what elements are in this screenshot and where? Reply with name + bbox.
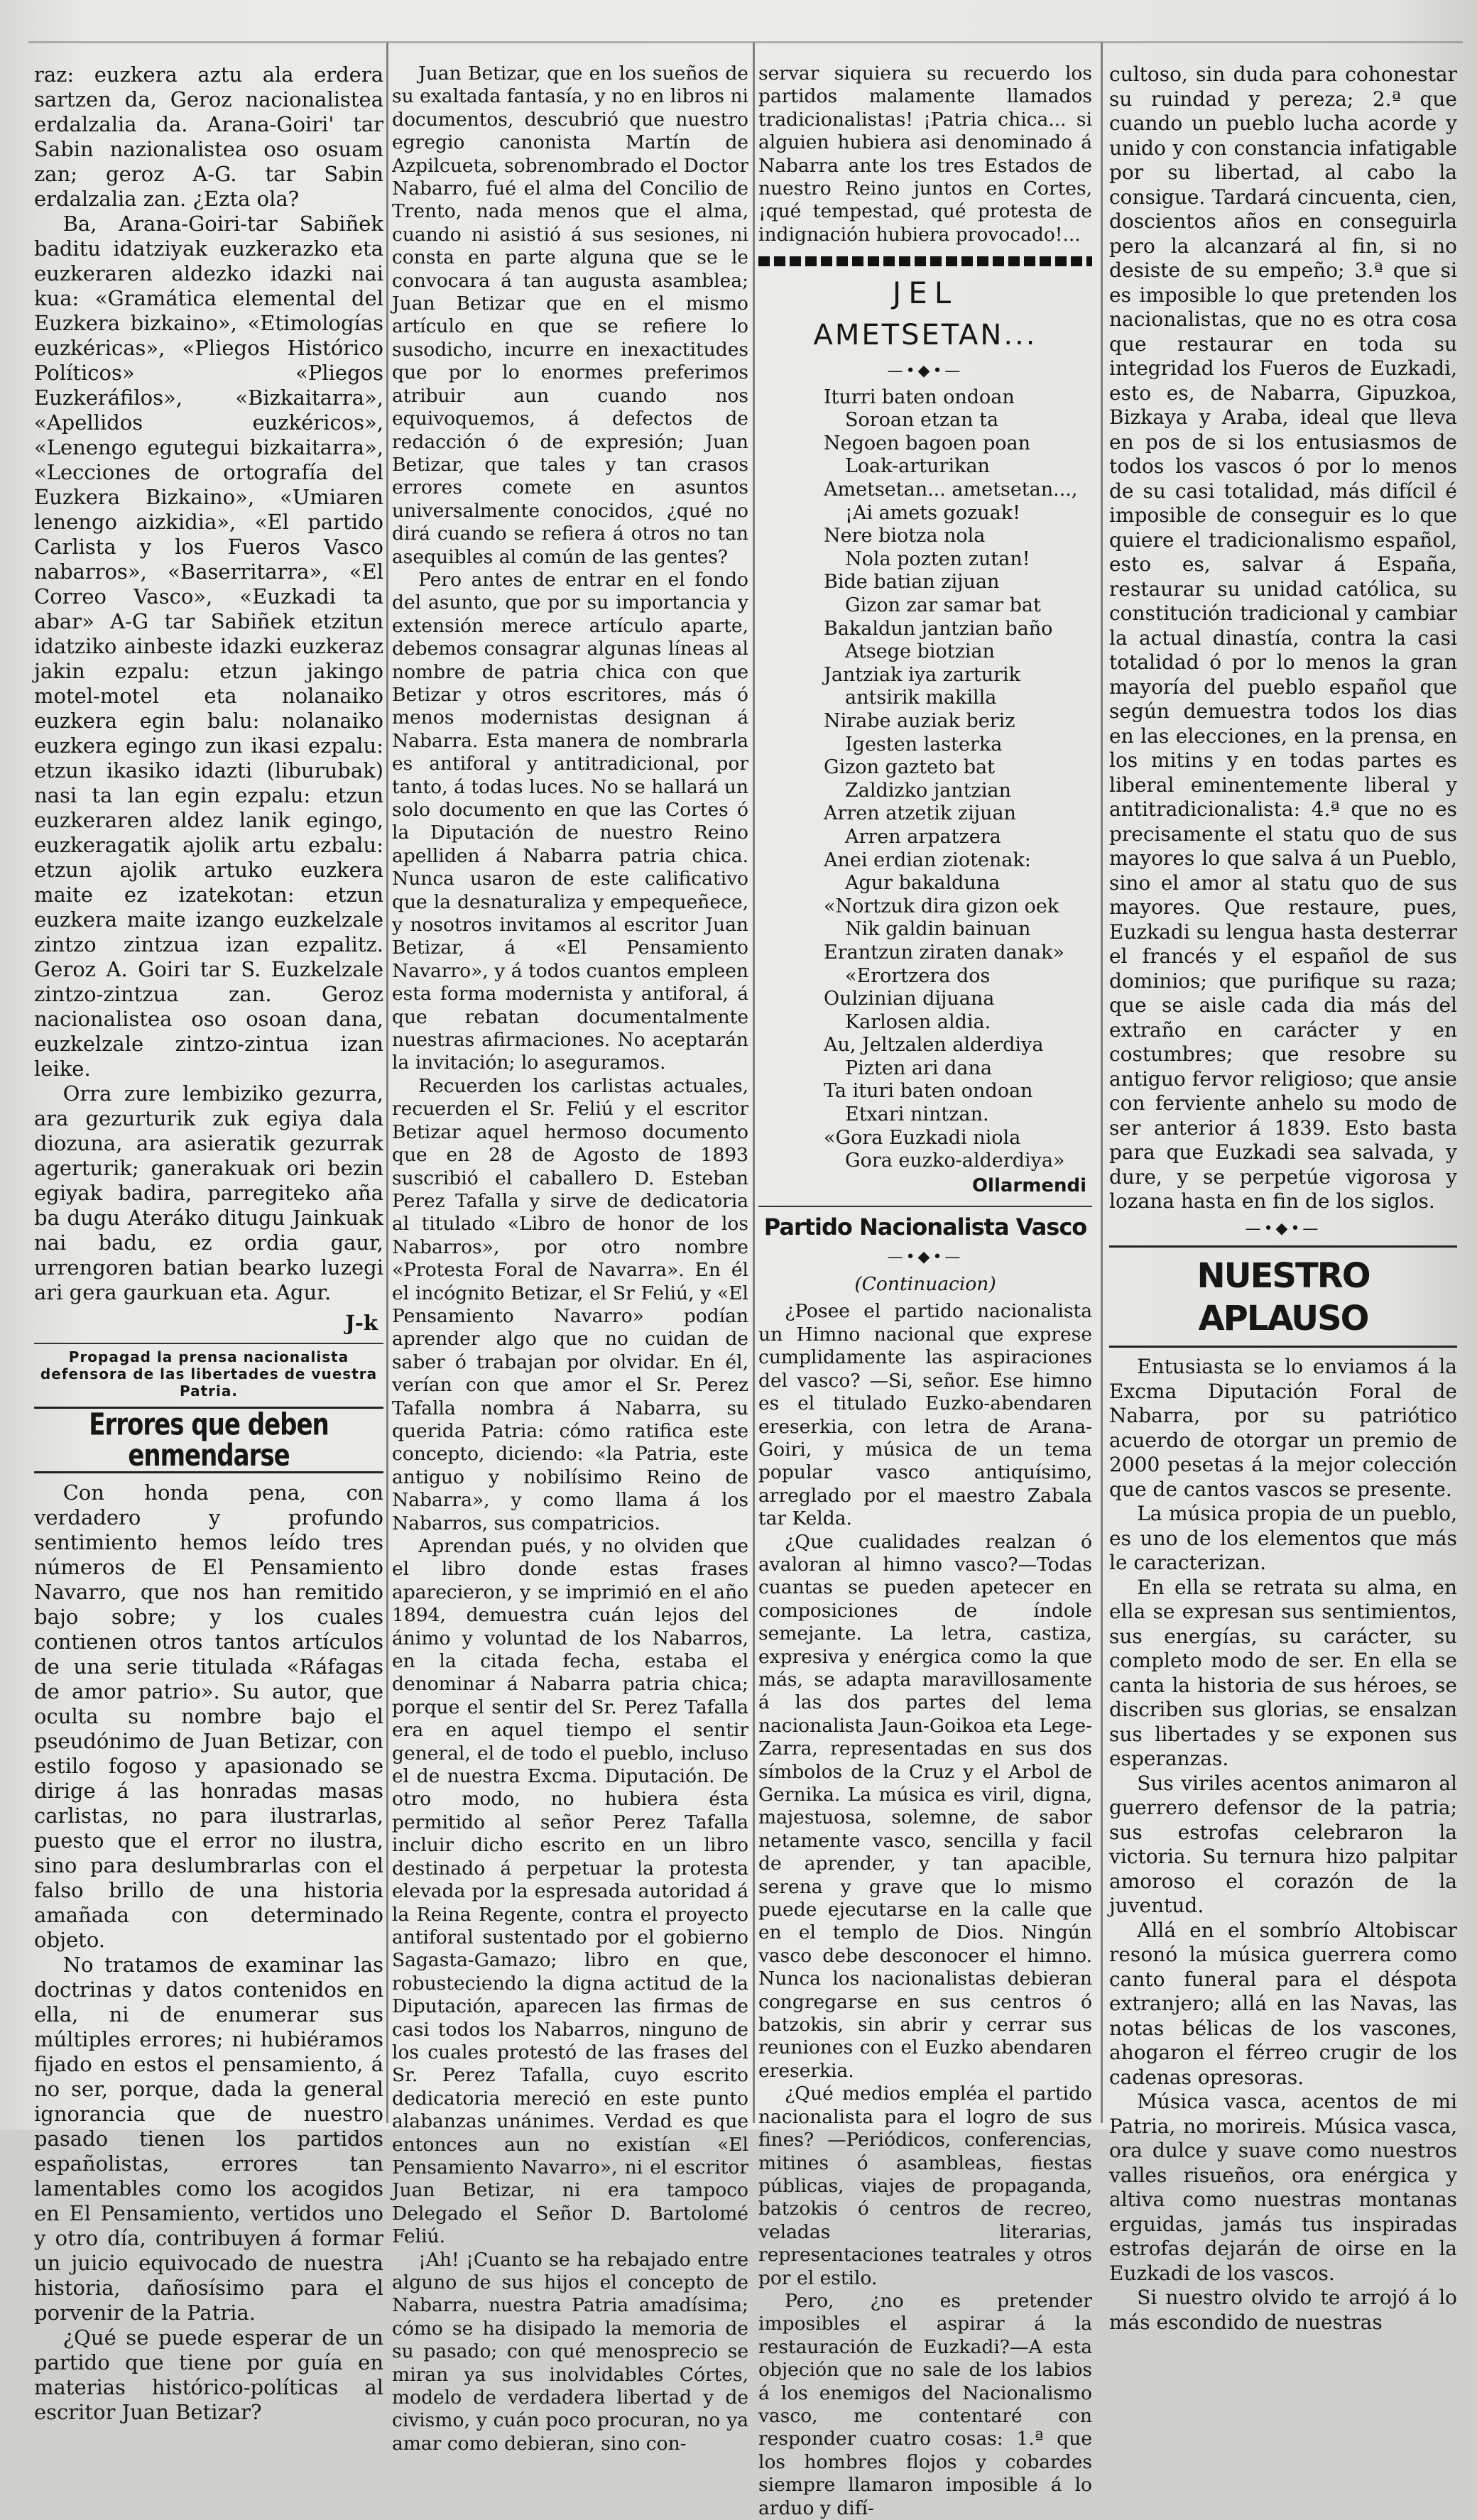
subheading: (Continuacion) — [854, 1273, 996, 1296]
article-paragraph: ¿Que cualidades realzan ó avaloran al himno vasco?—Todas cuantas se pueden apetecer en composiciones de índole semejante. La letra, castiza, expresiva y enérgica como la que más, se adapta maravillosamente á las dos partes del lema nacionalista Jaun-Goikoa eta Lege-Zarra, representadas en sus dos símbolos de la Cruz y el Arbol de Gernika. La música es viril, digna, majestuosa, solemne, de sabor netamente vasco, sencilla y facil de aprender, y tan apacible, serena y grave que lo mismo puede ejecutarse en la calle que en el templo de Dios. Ningún vasco debe desconocer el himno. Nunca los nacionalistas debieran congregarse en sus centros ó batzokis, sin abrir y cerrar sus reuniones con el Euzko abendaren ereserkia. — [758, 1530, 1092, 2082]
heading-partido: Partido Nacionalista Vasco — [763, 1213, 1087, 1241]
signature: J-k — [345, 1311, 378, 1335]
poem-line: Bakaldun jantzian baño — [824, 617, 1053, 640]
article-paragraph: ¡Ah! ¡Cuanto se ha rebajado entre alguno de sus hijos el concepto de Nabarra, nuestra Patria amadísima; cómo se ha disipado la memoria de su pasado; con qué menosprecio se miran ya sus inolvidables Córtes, modelo de verdadera libertad y de civismo, y cuán poco procuran, no ya amar como debieran, sino con- — [392, 2248, 748, 2455]
poem-line: Negoen bagoen poan — [824, 432, 1030, 454]
article-paragraph: Si nuestro olvido te arrojó á lo más escondido de nuestras — [1109, 2286, 1457, 2334]
column-rule — [1101, 43, 1103, 2123]
poem-line: «Erortzera dos — [845, 964, 991, 987]
poem-line: Ametsetan... ametsetan..., — [824, 479, 1078, 501]
poem-line: Erantzun ziraten danak» — [824, 941, 1064, 964]
poem-signature: Ollarmendi — [971, 1174, 1086, 1196]
article-paragraph: servar siquiera su recuerdo los partidos malamente llamados tradicionalistas! ¡Patria chica... si alguien hubiera asi denominado á Nabarra ante los tres Estados de nuestro Reino juntos en Cortes, ¡qué tempestad, qué protesta de indignación hubiera provocado!... — [758, 62, 1092, 246]
poem-line: Arren atzetik zijuan — [824, 802, 1016, 825]
divider — [758, 1206, 1092, 1207]
article-paragraph: Recuerden los carlistas actuales, recuerden el Sr. Feliú y el escritor Betizar aquel hermoso documento que en 28 de Agosto de 1893 suscribió el caballero D. Esteban Perez Tafalla y sirve de dedicatoria al titulado «Libro de honor de los Nabarros», por otro nombre «Protesta Foral de Navarra». En él el incógnito Betizar, el Sr Feliú, y «El Pensamiento Navarro» podían aprender algo que no cuidan de saber ó trabajan por olvidar. En él, verían con que amor el Sr. Perez Tafalla nombra á Nabarra, su querida Patria: cómo ratifica este concepto, diciendo: «la Patria, este antiguo y nobilísimo Reino de Nabarra», y como llama á los Nabarros, sus compatricios. — [392, 1074, 748, 1534]
poem-line: Gizon zar samar bat — [845, 594, 1041, 616]
top-rule — [28, 41, 1463, 43]
promo-notice: Propagad la prensa nacionalista defensora de las libertades de vuestra Patria. — [34, 1343, 383, 1400]
poem-line: Etxari nintzan. — [845, 1103, 989, 1126]
article-paragraph: Sus viriles acentos animaron al guerrero defensor de la patria; sus estrofas celebraron la victoria. Su ternura hizo palpitar amoroso el corazón de la juventud. — [1109, 1771, 1457, 1917]
poem-line: Agur bakalduna — [845, 872, 1001, 895]
article-paragraph: ¿Qué se puede esperar de un partido que tiene por guía en materias histórico-políticas al escritor Juan Betizar? — [34, 2325, 383, 2424]
poem-line: Gizon gazteto bat — [824, 756, 996, 779]
poem-line: Ta ituri baten ondoan — [824, 1080, 1033, 1103]
poem-title: AMETSETAN... — [813, 319, 1037, 352]
article-paragraph: La música propia de un pueblo, es uno de los elementos que más le caracterizan. — [1109, 1502, 1457, 1574]
poem-line: Bide batian zijuan — [824, 571, 1000, 594]
poem-line: «Gora Euzkadi niola — [824, 1126, 1021, 1149]
poem-line: Atsege biotzian — [845, 640, 995, 663]
poem-line: Oulzinian dijuana — [824, 988, 995, 1010]
poem-line: Soroan etzan ta — [845, 409, 999, 432]
article-paragraph: ¿Posee el partido nacionalista un Himno nacional que exprese cumplidamente las aspiraciones del vasco? —Si, señor. Ese himno es el titulado Euzko-abendaren ereserkia, con letra de Arana-Goiri, y música de un tema popular vasco antiquísimo, arreglado por el maestro Zabala tar Kelda. — [758, 1300, 1092, 1530]
column-3 — [758, 62, 1092, 2519]
article-paragraph: Pero antes de entrar en el fondo del asunto, que por su importancia y extensión merece artículo aparte, debemos consagrar algunas líneas al nombre de patria chica con que Betizar y otros escritores, más ó menos modernistas designan á Nabarra. Esta manera de nombrarla es antiforal y antitradicional, por tanto, á todas luces. No se hallará un solo documento en que las Cortes ó la Diputación de nuestro Reino apelliden á Nabarra patria chica. Nunca usaron de este calificativo que la desnaturaliza y empequeñece, y nosotros invitamos al escritor Juan Betizar, á «El Pensamiento Navarro», y á todos cuantos empleen esta forma modernista y antiforal, á que rebatan documentalmente nuestras afirmaciones. No aceptarán la invitación; lo aseguramos. — [392, 568, 748, 1074]
basque-text-paragraph: raz: euzkera aztu ala erdera sartzen da, Geroz nacionalistea erdalzalia da. Arana-Goiri' tar Sabin nazionalistea oso osuam zan; geroz A-G. tar Sabin erdalzalia zan. ¿Ezta ola? — [34, 62, 383, 211]
heading-errores: Errores que deben enmendarse — [89, 1407, 329, 1474]
article-paragraph: Pero, ¿no es pretender imposibles el aspirar á la restauración de Euzkadi?—A esta objeción que no sale de los labios á los enemigos del Nacionalismo vasco, me contentaré con responder cuatro cosas: 1.ª que los hombres flojos y cobardes siempre llamaron imposible á lo arduo y difí- — [758, 2289, 1092, 2519]
dingbat-ornament: —•◆•— — [887, 1248, 964, 1266]
poem-line: Au, Jeltzalen alderdiya — [824, 1034, 1044, 1057]
article-paragraph: Con honda pena, con verdadero y profundo sentimiento hemos leído tres números de El Pensamiento Navarro, que nos han remitido bajo sobre; y los cuales contienen otros tantos artículos de una serie titulada «Ráfagas de amor patrio». Su autor, que oculta su nombre bajo el pseudónimo de Juan Betizar, con estilo fogoso y apasionado se dirige á las honradas masas carlistas, no para ilustrarlas, puesto que el error no ilustra, sino para deslumbrarlas con el falso brillo de una historia amañada con determinado objeto. — [34, 1480, 383, 1952]
article-paragraph: ¿Qué medios empléa el partido nacionalista para el logro de sus fines? —Periódicos, conferencias, mitines ó asambleas, fiestas públicas, viajes de propaganda, batzokis ó centros de recreo, veladas literarias, representaciones teatrales y otros por el estilo. — [758, 2083, 1092, 2289]
article-heading — [1109, 1245, 1457, 1348]
article-paragraph: Juan Betizar, que en los sueños de su exaltada fantasía, y no en libros ni documentos, descubrió que nuestro egregio canonista Martín de Azpilcueta, sobrenombrado el Doctor Nabarro, fué el alma del Concilio de Trento, nada menos que el alma, cuando ni asistió á sus sesiones, ni consta en parte alguna que se le convocara á tan augusta asamblea; Juan Betizar que en el mismo artículo en que se refiere lo susodicho, incurre en inexactitudes que por lo enormes preferimos atribuir aun cuando nos equivoquemos, á defectos de redacción ó de expresión; Juan Betizar, que tales y tan crasos errores comete en asuntos universalmente conocidos, ¿qué no dirá cuando se refiera á otros no tan asequibles al común de las gentes? — [392, 62, 748, 568]
poem-line: Pizten ari dana — [845, 1057, 992, 1079]
column-2 — [392, 62, 748, 2455]
poem-line: Arren arpatzera — [845, 825, 1001, 848]
poem-line: Zaldizko jantzian — [845, 779, 1011, 802]
dingbat-ornament: —•◆•— — [1245, 1219, 1321, 1238]
column-4 — [1109, 62, 1457, 2334]
poem-line: Gora euzko-alderdiya» — [845, 1150, 1065, 1172]
article-heading — [34, 1407, 383, 1473]
column-rule — [386, 43, 388, 2123]
article-paragraph: No tratamos de examinar las doctrinas y datos contenidos en ella, ni de enumerar sus múltiples errores; ni hubiéramos fijado en estos el pensamiento, á no ser, porque, dada la general ignorancia que de nuestro pasado tienen los partidos españolistas, errores tan lamentables como los acogidos en El Pensamiento, vertidos uno y otro día, contribuyen á formar un juicio equivocado de nuestra historia, dañosísimo para el porvenir de la Patria. — [34, 1953, 383, 2325]
poem-line: ¡Ai amets gozuak! — [845, 501, 1020, 524]
heading-aplauso: NUESTRO APLAUSO — [1197, 1256, 1370, 1338]
basque-text-paragraph: Orra zure lembiziko gezurra, ara gezurturik zuk egiya dala diozuna, ara asieratik gezurrak agerturik; ganerakuak ori bezin egiyak badira, parregiteko aña ba dugu Ateráko ditugu Jainkuak nai badu, ez ordia gaur, urrengoren batian bearko luzegi ari gera gaurkuan eta. Agur. — [34, 1081, 383, 1304]
poem-line: Nik galdin bainuan — [845, 918, 1031, 941]
poem-line: Nirabe auziak beriz — [824, 709, 1015, 732]
poem-line: Nere biotza nola — [824, 525, 986, 547]
article-paragraph: Entusiasta se lo enviamos á la Excma Diputación Foral de Nabarra, por su patriótico acuerdo de otorgar un premio de 2000 pesetas á la mejor colección que de cantos vascos se presente. — [1109, 1355, 1457, 1501]
poem-line: Loak-arturikan — [845, 455, 990, 478]
dingbat-ornament: —•◆•— — [887, 362, 964, 381]
article-paragraph: Allá en el sombrío Altobiscar resonó la música guerrera como canto funeral para el déspota extranjero; allá en las Navas, las notas bélicas de los vascones, ahogaron el férreo crugir de los cadenas opresoras. — [1109, 1918, 1457, 2089]
poem-line: Anei erdian ziotenak: — [824, 849, 1031, 871]
article-paragraph: En ella se retrata su alma, en ella se expresan sus sentimientos, sus energías, su carácter, su completo modo de ser. En ella se canta la historia de sus héroes, se discriben sus glorias, se ensalzan sus libertades y se exponen sus esperanzas. — [1109, 1575, 1457, 1770]
article-paragraph: cultoso, sin duda para cohonestar su ruindad y pereza; 2.ª que cuando un pueblo lucha acorde y unido y con constancia infatigable por su libertad, al cabo la consigue. Tardará cincuenta, cien, doscientos años en conseguirla pero la alcanzará al fin, si no desiste de su empeño; 3.ª que si es imposible lo que pretenden los nacionalistas, que no es otra cosa que restaurar en toda su integridad los Fueros de Euzkadi, esto es, de Nabarra, Gipuzkoa, Bizkaya y Araba, ideal que lleva en pos de si los entusiasmos de todos los vascos ó por lo menos de su casi totalidad, más difícil é imposible de conseguir es lo que quiere el tradicionalismo español, esto es, salvar á España, restaurar su unidad católica, su constitución tradicional y cambiar la actual dinastía, contra la casi totalidad ó por lo menos la gran mayoría del pueblo español que según demuestra todos los dias en las elecciones, en la prensa, en los mitins y en todas partes es liberal eminentemente liberal y antitradicionalista: 4.ª que no es precisamente el statu quo de sus mayores lo que salva á un Pueblo, sino el amor al statu quo de sus mayores. Que restaure, pues, Euzkadi su lengua hasta desterrar el francés y el español de sus dominios; que purifique su raza; que se aisle cada dia más del extraño en carácter y en costumbres; que resobre su antiguo fervor religioso; que ansie con ferviente anhelo su modo de ser anterior á 1839. Esto basta para que Euzkadi sea salvada, y dure, y se perpetúe vigorosa y lozana hasta en fin de los siglos. — [1109, 62, 1457, 1213]
poem — [758, 386, 1092, 1173]
poem-line: Jantziak iya zarturik — [824, 663, 1021, 686]
poem-line: Nola pozten zutan! — [845, 547, 1030, 570]
ornamental-rule — [758, 256, 1092, 266]
poem-line: «Nortzuk dira gizon oek — [824, 895, 1059, 917]
column-1 — [34, 62, 383, 2424]
poem-line: Karlosen aldia. — [845, 1010, 991, 1033]
poem-line: antsirik makilla — [845, 687, 997, 709]
column-rule — [753, 43, 755, 2123]
article-paragraph: Música vasca, acentos de mi Patria, no morireis. Música vasca, ora dulce y suave como nuestros valles risueños, ora enérgica y altiva como nuestras montanas erguidas, jamás tus inspiradas estrofas dejarán de oirse en la Euzkadi de los vascos. — [1109, 2090, 1457, 2285]
poem-line: Iturri baten ondoan — [824, 386, 1015, 408]
article-paragraph: Aprendan pués, y no olviden que el libro donde estas frases aparecieron, y se imprimió en el año 1894, demuestra cuán lejos del ánimo y voluntad de los Nabarros, en la citada fecha, estaba el denominar á Nabarra patria chica; porque el sentir del Sr. Perez Tafalla era en aquel tiempo el sentir general, el de todo el pueblo, incluso el de nuestra Excma. Diputación. De otro modo, no hubiera ésta permitido al señor Perez Tafalla incluir dicho escrito en un libro destinado á perpetuar la protesta elevada por la espresada autoridad á la Reina Regente, contra el proyecto antiforal sustentado por el gobierno Sagasta-Gamazo; libro en que, robusteciendo la digna actitud de la Diputación, aparecen las firmas de casi todos los Nabarros, ninguno de los cuales protestó de las frases del Sr. Perez Tafalla, cuyo escrito dedicatoria mereció en este punto alabanzas unánimes. Verdad es que entonces aun no existían «El Pensamiento Navarro», ni el escritor Juan Betizar, ni era tampoco Delegado el Señor D. Bartolomé Feliú. — [392, 1535, 748, 2248]
heading-jel: JEL — [892, 276, 959, 311]
poem-line: Igesten lasterka — [845, 733, 1003, 756]
basque-text-paragraph: Ba, Arana-Goiri-tar Sabiñek baditu idatziyak euzkerazko eta euzkeraren aldezko idazki nai kua: «Gramática elemental del Euzkera bizkaino», «Etimologías euzkéricas», «Pliegos Histórico Políticos» «Pliegos Euzkeráfilos», «Bizkaitarra», «Apellidos euzkéricos», «Lenengo egutegui bizkaitarra», «Lecciones de ortografía del Euzkera Bizkaino», «Umiaren lenengo aizkidia», «El partido Carlista y los Fueros Vasco nabarros», «Baserritarra», «El Correo Vasco», «Euzkadi ta abar» A-G tar Sabiñek etzitun idatziko ainbeste idazki euzkeraz jakin ezpalu: etzun jakingo motel-motel eta nolanaiko euzkera egin balu: nolanaiko euzkera egingo zun ikasi ezpalu: etzun ikasiko idazti (liburubak) nasi ta lan egin ezpalu: etzun euzkeraren aldez lanik egingo, euzkeragatik ajolik artu ezbalu: etzun ajolik artuko euzkera maite ez izatekotan: etzun euzkera maite izango euzkelzale zintzo zintzua izan ezpalitz. Geroz A. Goiri tar S. Euzkelzale zintzo-zintzua zan. Geroz nacionalistea oso osoan dana, euzkelzale zintzo-zintua izan leike. — [34, 212, 383, 1081]
